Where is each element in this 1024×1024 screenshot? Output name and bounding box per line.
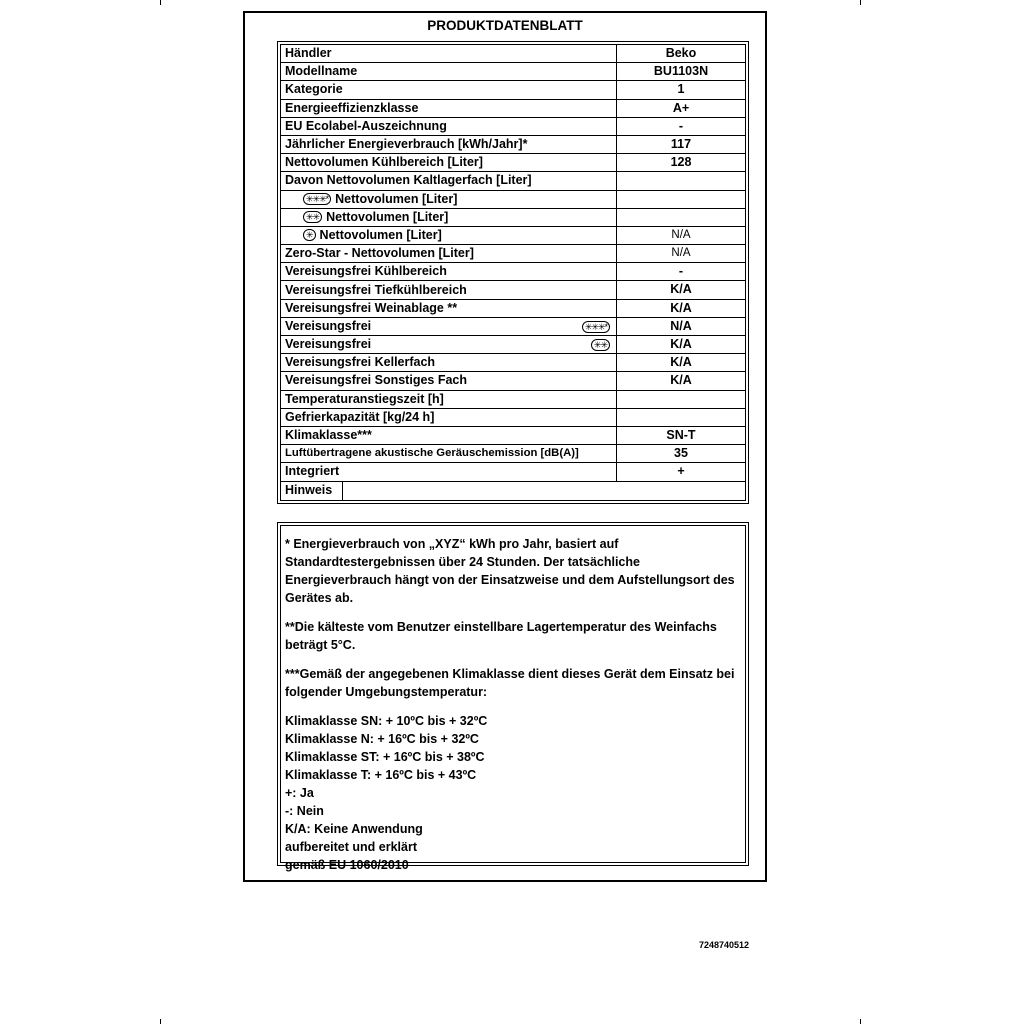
table-row — [281, 409, 745, 427]
row-value: K/A — [670, 355, 692, 370]
row-label-text: EU Ecolabel-Auszeichnung — [285, 118, 447, 133]
row-label — [281, 300, 617, 317]
row-label-text: Gefrierkapazität [kg/24 h] — [285, 409, 435, 424]
table-row — [281, 209, 745, 227]
row-label — [281, 100, 617, 117]
climate-line: Klimaklasse ST: + 16ºC bis + 38ºC — [285, 750, 485, 764]
document-number: 7248740512 — [699, 940, 750, 950]
row-label-text: Temperaturanstiegszeit [h] — [285, 391, 444, 406]
freezer-star-icon: ✳✳✳* — [582, 321, 610, 333]
row-label-text: Integriert — [285, 464, 340, 479]
row-label — [281, 191, 617, 208]
table-row — [281, 300, 745, 318]
row-label-text: Vereisungsfrei Sonstiges Fach — [285, 373, 468, 388]
row-label — [281, 136, 617, 153]
row-label-text: Energieeffizienzklasse — [285, 100, 419, 115]
row-label — [281, 263, 617, 280]
freezer-star-icon: ✳✳ — [591, 339, 610, 351]
climate-class-list — [285, 712, 741, 874]
sheet-title: PRODUKTDATENBLATT — [427, 18, 583, 33]
row-label-text: Hinweis — [285, 483, 333, 498]
row-label — [281, 118, 617, 135]
table-row — [281, 81, 745, 99]
footnotes-content — [280, 525, 746, 872]
row-value: SN-T — [666, 427, 696, 442]
row-value: 128 — [670, 155, 692, 170]
row-label-text: Kategorie — [285, 82, 343, 97]
row-label-text: Nettovolumen [Liter] — [335, 191, 458, 206]
row-label-text: Luftübertragene akustische Geräuschemission [dB(A)] — [285, 447, 579, 460]
wine-footnote: **Die kälteste vom Benutzer einstellbare Lagertemperatur des Weinfachs beträgt 5°C. — [285, 620, 717, 652]
row-label — [281, 227, 617, 244]
row-value: N/A — [671, 247, 691, 260]
table-row — [281, 63, 745, 81]
row-label-text: Nettovolumen Kühlbereich [Liter] — [285, 155, 483, 170]
row-label-text: Modellname — [285, 64, 358, 79]
row-label — [281, 482, 343, 500]
table-row — [281, 100, 745, 118]
row-value — [617, 191, 745, 208]
row-label — [281, 463, 617, 480]
climate-line: gemäß EU 1060/2010 — [285, 858, 409, 872]
row-label-text: Händler — [285, 46, 332, 61]
table-row — [281, 227, 745, 245]
climate-line: K/A: Keine Anwendung — [285, 822, 423, 836]
row-label — [281, 45, 617, 62]
row-value: A+ — [672, 100, 690, 115]
table-row — [281, 172, 745, 190]
row-label — [281, 245, 617, 262]
row-value: N/A — [671, 228, 691, 241]
row-label — [281, 209, 617, 226]
table-row — [281, 336, 745, 354]
row-label-text: Vereisungsfrei Kellerfach — [285, 355, 436, 370]
row-label — [281, 172, 617, 189]
row-value: K/A — [670, 373, 692, 388]
climate-line: Klimaklasse SN: + 10ºC bis + 32ºC — [285, 714, 488, 728]
row-value: 35 — [674, 446, 688, 461]
table-row — [281, 372, 745, 390]
row-label — [281, 154, 617, 171]
row-label-text: Zero-Star - Nettovolumen [Liter] — [285, 246, 474, 261]
crop-mark — [160, 1019, 161, 1024]
table-row — [281, 354, 745, 372]
energy-footnote: * Energieverbrauch von „XYZ“ kWh pro Jahr, basiert auf Standardtestergebnissen über 24 Stunden. Der tatsächliche Energieverbrauch hängt von der Einsatzweise und dem Aufstellungsort des Gerätes ab. — [285, 537, 735, 605]
product-data-sheet — [243, 11, 767, 882]
table-row — [281, 463, 745, 481]
product-table — [277, 41, 749, 504]
row-value: 1 — [677, 82, 685, 97]
row-value: K/A — [670, 300, 692, 315]
climate-line: aufbereitet und erklärt — [285, 840, 417, 854]
climate-line: -: Nein — [285, 804, 324, 818]
table-row — [281, 482, 745, 500]
row-label — [281, 427, 617, 444]
table-row — [281, 154, 745, 172]
table-row — [281, 136, 745, 154]
row-value: BU1103N — [653, 64, 709, 79]
row-label-text: Vereisungsfrei Tiefkühlbereich — [285, 282, 467, 297]
table-row — [281, 281, 745, 299]
row-label — [281, 445, 617, 462]
table-row — [281, 191, 745, 209]
row-label-text: Vereisungsfrei — [285, 318, 372, 333]
row-value: - — [678, 264, 684, 279]
table-row — [281, 445, 745, 463]
freezer-star-icon: ✳✳✳* — [303, 193, 331, 205]
row-label-text: Klimaklasse*** — [285, 428, 372, 443]
row-label-text: Vereisungsfrei Kühlbereich — [285, 264, 447, 279]
table-row — [281, 263, 745, 281]
freezer-star-icon: ✳ — [303, 229, 316, 241]
table-row — [281, 45, 745, 63]
row-label-text: Nettovolumen [Liter] — [326, 209, 449, 224]
row-label-text: Vereisungsfrei Weinablage ** — [285, 300, 458, 315]
climate-line: Klimaklasse N: + 16ºC bis + 32ºC — [285, 732, 479, 746]
row-label — [281, 391, 617, 408]
table-row — [281, 118, 745, 136]
row-value — [343, 482, 745, 500]
row-value: K/A — [670, 337, 692, 351]
row-label-text: Jährlicher Energieverbrauch [kWh/Jahr]* — [285, 137, 528, 152]
row-value: - — [678, 118, 684, 133]
row-label — [281, 318, 617, 335]
row-label — [281, 336, 617, 353]
table-row — [281, 391, 745, 409]
row-value — [617, 172, 745, 189]
row-value: Beko — [665, 46, 697, 60]
row-value — [617, 391, 745, 408]
climate-line: +: Ja — [285, 786, 314, 800]
row-value: K/A — [670, 282, 692, 297]
row-value — [617, 209, 745, 226]
row-label — [281, 409, 617, 426]
footnotes-box — [277, 522, 749, 872]
climate-footnote: ***Gemäß der angegebenen Klimaklasse dient dieses Gerät dem Einsatz bei folgender Umgebungstemperatur: — [285, 667, 735, 699]
row-label-text: Davon Nettovolumen Kaltlagerfach [Liter] — [285, 173, 532, 188]
row-label — [281, 81, 617, 98]
row-value — [617, 409, 745, 426]
row-value: 117 — [670, 136, 692, 151]
row-label — [281, 372, 617, 389]
row-label-text: Nettovolumen [Liter] — [319, 227, 442, 242]
product-table-body — [280, 44, 746, 501]
row-label-text: Vereisungsfrei — [285, 337, 372, 352]
climate-line: Klimaklasse T: + 16ºC bis + 43ºC — [285, 768, 477, 782]
row-value: + — [677, 464, 685, 479]
row-value: N/A — [670, 318, 692, 333]
row-label — [281, 281, 617, 298]
freezer-star-icon: ✳✳ — [303, 211, 322, 223]
table-row — [281, 318, 745, 336]
row-label — [281, 63, 617, 80]
table-row — [281, 427, 745, 445]
table-row — [281, 245, 745, 263]
crop-mark — [860, 0, 861, 5]
crop-mark — [860, 1019, 861, 1024]
crop-mark — [160, 0, 161, 5]
row-label — [281, 354, 617, 371]
